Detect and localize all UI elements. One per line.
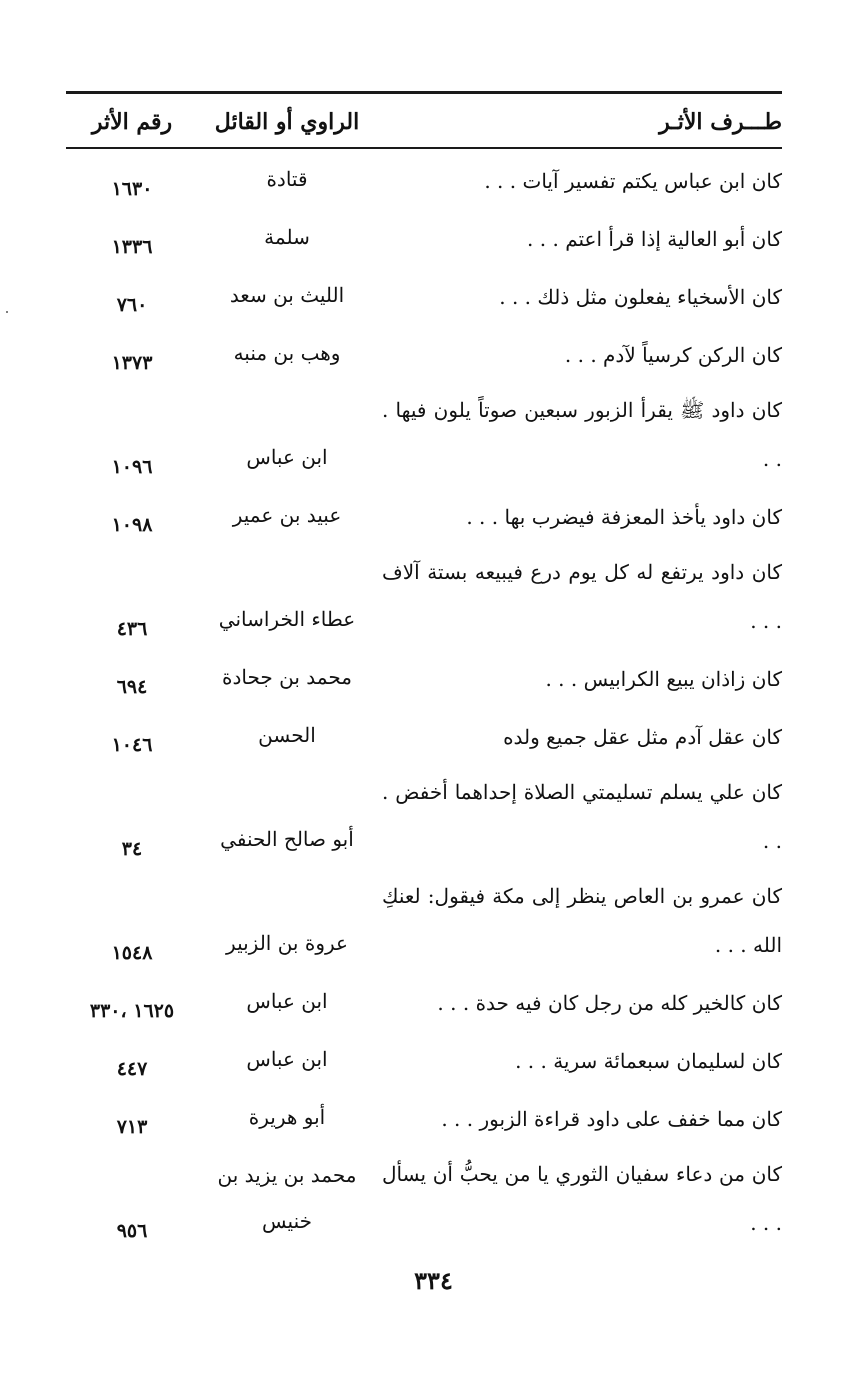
athar-start-text: كان الأسخياء يفعلون مثل ذلك . . .: [499, 285, 782, 309]
athar-start-text: كان زاذان يبيع الكرابيس . . .: [545, 667, 782, 691]
athar-start-text: كان من دعاء سفيان الثوري يا من يحبُّ أن يسأل . . .: [382, 1162, 782, 1235]
athar-number: ١٠٩٦: [111, 456, 153, 478]
narrator-name: وهب بن منبه: [233, 341, 341, 365]
page-number: ٣٣٤: [414, 1266, 453, 1295]
narrator-name: ابن عباس: [246, 989, 328, 1013]
narrator-name: الليث بن سعد: [229, 283, 345, 307]
athar-start-text: كان عمرو بن العاص ينظر إلى مكة فيقول: لعنكِ الله . . .: [382, 884, 782, 957]
athar-number: ١٦٢٥ ،٣٣٠: [89, 1000, 175, 1022]
table-body: [66, 152, 782, 1252]
narrator-name: قتادة: [266, 167, 308, 191]
athar-number: ٦٩٤: [116, 676, 148, 698]
athar-start-text: كان الركن كرسياً لآدم . . .: [564, 343, 782, 367]
table-header: [66, 100, 782, 144]
table-row: [66, 210, 782, 268]
narrator-name: محمد بن يزيد بن خنيس: [217, 1163, 357, 1233]
athar-start-text: كان ابن عباس يكتم تفسير آيات . . .: [484, 169, 782, 193]
narrator-name: ابن عباس: [246, 1047, 328, 1071]
table-row: [66, 152, 782, 210]
table-row: [66, 974, 782, 1032]
athar-number: ١٠٤٦: [111, 734, 153, 756]
athar-start-text: كان داود ﷺ يقرأ الزبور سبعين صوتاً يلون فيها . . .: [382, 398, 782, 471]
table-row: [66, 708, 782, 766]
narrator-name: ابن عباس: [246, 445, 328, 469]
table-row: [66, 384, 782, 488]
table-row: [66, 546, 782, 650]
narrator-name: عطاء الخراساني: [218, 607, 356, 631]
athar-start-text: كان لسليمان سبعمائة سرية . . .: [515, 1049, 782, 1073]
header-athar-start: طـــرف الأثـر: [659, 109, 782, 135]
athar-number: ١٣٣٦: [111, 236, 153, 258]
header-narrator: الراوي أو القائل: [214, 109, 360, 135]
table-row: [66, 268, 782, 326]
table-row: [66, 766, 782, 870]
table-top-rule: [66, 91, 782, 94]
athar-start-text: كان داود يرتفع له كل يوم درع فيبيعه بستة آلاف . . .: [382, 560, 782, 633]
table-row: [66, 1090, 782, 1148]
athar-number: ١٦٣٠: [111, 178, 153, 200]
athar-number: ٣٤: [121, 838, 143, 860]
narrator-name: الحسن: [258, 723, 316, 747]
table-row: [66, 650, 782, 708]
narrator-name: أبو صالح الحنفي: [220, 827, 354, 851]
narrator-name: عبيد بن عمير: [232, 503, 342, 527]
athar-number: ٧١٣: [116, 1116, 148, 1138]
athar-start-text: كان داود يأخذ المعزفة فيضرب بها . . .: [466, 505, 782, 529]
table-row: [66, 1032, 782, 1090]
athar-start-text: كان مما خفف على داود قراءة الزبور . . .: [441, 1107, 782, 1131]
table-row: [66, 488, 782, 546]
athar-number: ٩٥٦: [116, 1220, 148, 1242]
athar-number: ٤٤٧: [116, 1058, 148, 1080]
narrator-name: أبو هريرة: [248, 1105, 326, 1129]
narrator-name: عروة بن الزبير: [226, 931, 348, 955]
narrator-name: محمد بن جحادة: [222, 665, 352, 689]
narrator-name: سلمة: [264, 225, 310, 249]
table-row: [66, 326, 782, 384]
athar-number: ٤٣٦: [116, 618, 148, 640]
header-athar-number: رقم الأثر: [91, 109, 173, 135]
table-row: [66, 870, 782, 974]
margin-speck: [6, 311, 8, 313]
athar-number: ١٥٤٨: [111, 942, 153, 964]
athar-start-text: كان علي يسلم تسليمتي الصلاة إحداهما أخفض . . .: [382, 780, 782, 853]
athar-start-text: كان عقل آدم مثل عقل جميع ولده: [503, 725, 782, 749]
athar-number: ١٣٧٣: [111, 352, 153, 374]
athar-number: ١٠٩٨: [111, 514, 153, 536]
athar-start-text: كان كالخير كله من رجل كان فيه حدة . . .: [437, 991, 782, 1015]
table-row: [66, 1148, 782, 1252]
athar-start-text: كان أبو العالية إذا قرأ اعتم . . .: [527, 227, 782, 251]
table-header-rule: [66, 147, 782, 149]
athar-number: ٧٦٠: [116, 294, 148, 316]
